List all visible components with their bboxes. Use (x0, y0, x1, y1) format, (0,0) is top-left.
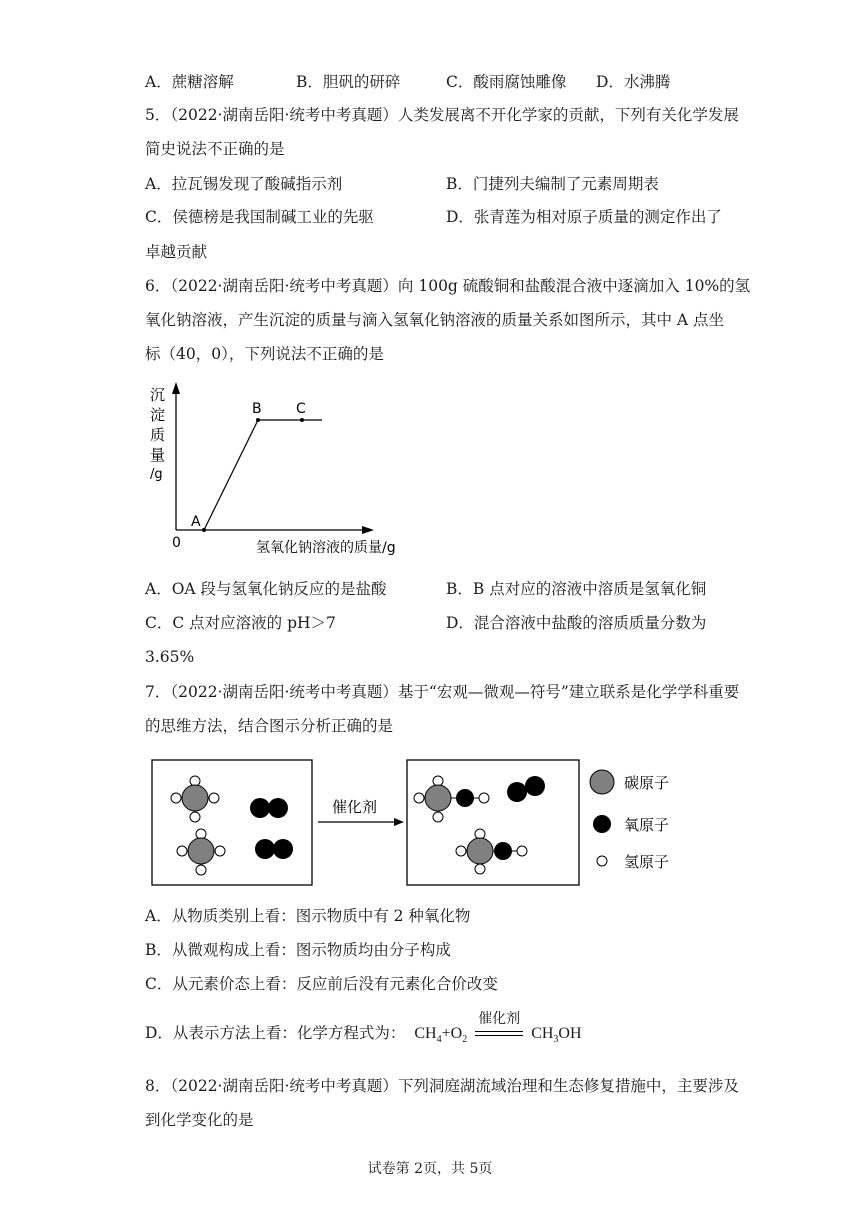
legend-oxygen-atom (593, 815, 611, 833)
eq-double-line (475, 1031, 523, 1036)
y-axis (172, 382, 180, 530)
q7-option-a: A．从物质类别上看：图示物质中有 2 种氧化物 (145, 907, 471, 925)
point-a-marker (202, 528, 206, 532)
q4-option-c: C．酸雨腐蚀雕像 (446, 73, 567, 91)
y-axis-label-char-1: 沉 (150, 386, 166, 404)
point-a-label: A (191, 514, 201, 530)
eq-methanol: $CH_3OH$ (531, 1025, 582, 1046)
oxygen-molecule-2 (255, 839, 293, 859)
q6-option-c: C．C 点对应溶液的 pH＞7 (145, 614, 336, 632)
q4-option-d: D．水沸腾 (596, 73, 671, 91)
eq-catalyst-label: 催化剂 (478, 1011, 521, 1028)
legend (590, 770, 669, 871)
x-axis-label: 氢氧化钠溶液的质量/g (256, 540, 396, 556)
eq-oxygen: $+O_2$ (441, 1025, 468, 1046)
point-c-label: C (296, 401, 306, 417)
oxygen-molecule-3 (507, 776, 545, 802)
q6-option-d-line2: 3.65% (145, 648, 195, 666)
page-footer: 试卷第 2页，共 5页 (367, 1161, 493, 1177)
y-axis-label-unit: /g (150, 467, 163, 482)
products-box (407, 760, 579, 885)
q8-stem-line1: 8．（2022·湖南岳阳·统考中考真题）下列洞庭湖流域治理和生态修复措施中，主要涉及 (145, 1077, 739, 1095)
y-axis-label-char-4: 量 (150, 446, 166, 464)
q5-option-c: C．侯德榜是我国制碱工业的先驱 (145, 208, 374, 226)
point-b-label: B (252, 401, 262, 417)
chemical-equation (414, 1011, 582, 1046)
q4-option-b: B．胆矾的研碎 (296, 73, 401, 91)
q6-option-d-line1: D．混合溶液中盐酸的溶质质量分数为 (446, 614, 707, 632)
methanol-molecule-1 (414, 776, 489, 822)
origin-label: 0 (172, 535, 181, 551)
q7-reaction-diagram (148, 756, 708, 892)
methane-molecule-2 (177, 829, 225, 875)
q4-option-a: A．蔗糖溶解 (145, 73, 234, 91)
q6-stem-line2: 氧化钠溶液，产生沉淀的质量与滴入氢氧化钠溶液的质量关系如图所示，其中 A 点坐 (145, 311, 725, 329)
reactants-box (152, 760, 312, 885)
q6-stem-line3: 标（40，0），下列说法不正确的是 (145, 345, 384, 363)
eq-catalyst-arrow (473, 1011, 525, 1044)
q6-stem-line1: 6．（2022·湖南岳阳·统考中考真题）向 100g 硫酸铜和盐酸混合液中逐滴加入 10%的氢 (145, 277, 751, 295)
q6-option-b: B．B 点对应的溶液中溶质是氢氧化铜 (446, 580, 707, 598)
q7-option-d (145, 1011, 582, 1050)
legend-hydrogen-atom (597, 856, 607, 866)
q7-option-c: C．从元素价态上看：反应前后没有元素化合价改变 (145, 975, 498, 993)
methane-molecule-1 (171, 776, 219, 822)
q8-stem-line2: 到化学变化的是 (145, 1111, 254, 1129)
legend-hydrogen-label: 氢原子 (624, 853, 670, 871)
oxygen-molecule-1 (250, 798, 288, 818)
q5-stem-line2: 简史说法不正确的是 (145, 140, 285, 158)
q6-precipitate-graph (140, 380, 440, 560)
q5-option-d-line1: D．张青莲为相对原子质量的测定作出了 (446, 208, 722, 226)
q7-stem-line2: 的思维方法，结合图示分析正确的是 (145, 717, 394, 735)
reaction-arrow (318, 818, 404, 826)
legend-carbon-atom (590, 770, 614, 794)
q5-option-b: B．门捷列夫编制了元素周期表 (446, 175, 659, 193)
q5-stem-line1: 5．（2022·湖南岳阳·统考中考真题）人类发展离不开化学家的贡献，下列有关化学发展 (145, 106, 739, 124)
precipitate-curve (204, 420, 322, 530)
q5-option-d-line2: 卓越贡献 (145, 243, 208, 261)
y-axis-label-char-2: 淀 (150, 406, 166, 424)
q6-option-a: A．OA 段与氢氧化钠反应的是盐酸 (145, 580, 387, 598)
eq-methane: $CH_4$ (414, 1025, 442, 1046)
point-b-marker (256, 418, 260, 422)
legend-carbon-label: 碳原子 (624, 774, 670, 792)
methanol-molecule-2 (456, 829, 527, 874)
arrow-catalyst-label: 催化剂 (332, 798, 378, 816)
q7-stem-line1: 7．（2022·湖南岳阳·统考中考真题）基于“宏观—微观—符号”建立联系是化学学科重要 (145, 683, 740, 701)
q5-option-a: A．拉瓦锡发现了酸碱指示剂 (145, 175, 343, 193)
q7-option-b: B．从微观构成上看：图示物质均由分子构成 (145, 941, 451, 959)
legend-oxygen-label: 氧原子 (624, 816, 670, 834)
q7-option-d-prefix: D．从表示方法上看：化学方程式为： (145, 1024, 406, 1042)
y-axis-label-char-3: 质 (150, 426, 166, 444)
point-c-marker (300, 418, 304, 422)
